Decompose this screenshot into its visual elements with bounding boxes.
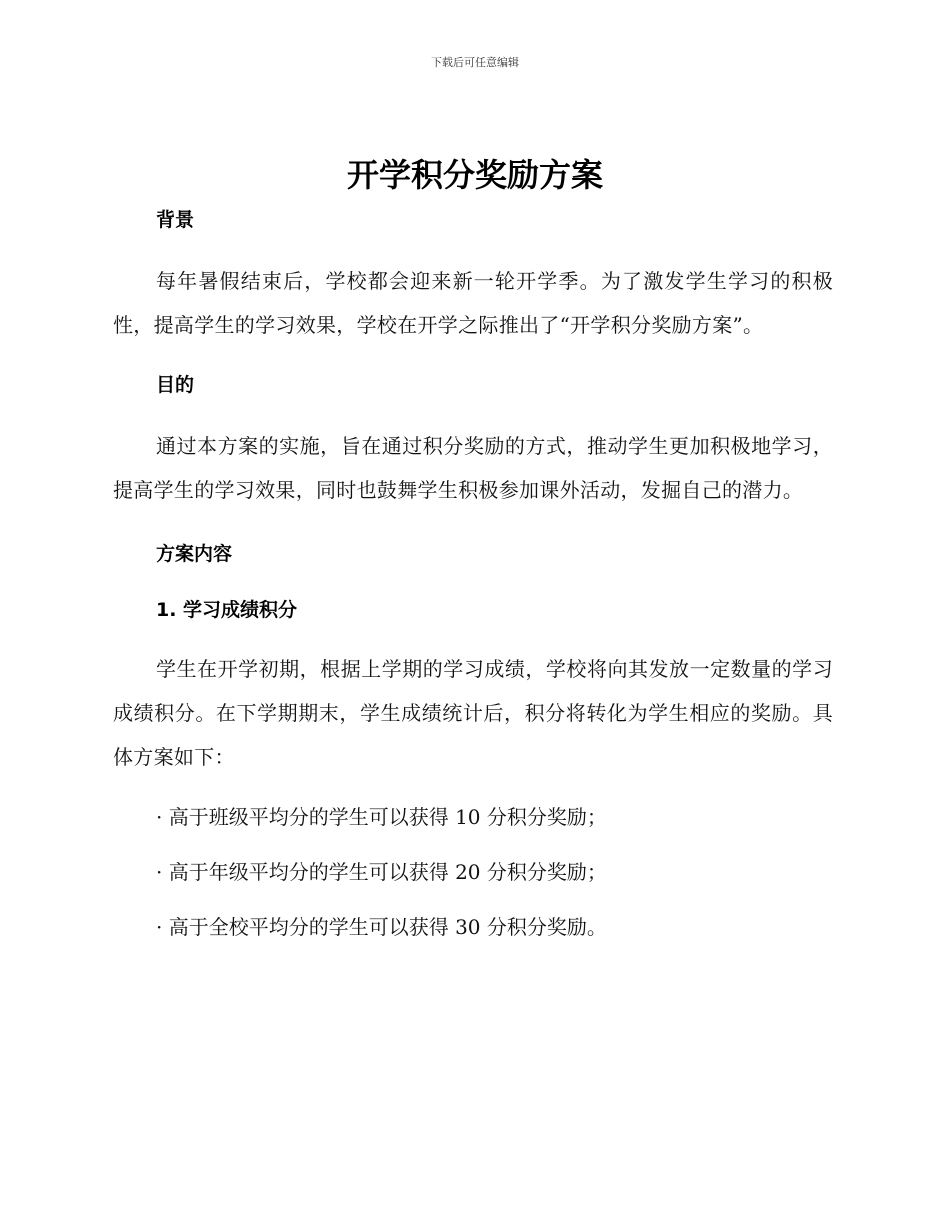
subsection-heading-study-score: 1. 学习成绩积分 [156,599,298,621]
bullet-item: · 高于班级平均分的学生可以获得 10 分积分奖励； [156,805,607,829]
section-paragraph-background: 每年暑假结束后，学校都会迎来新一轮开学季。为了激发学生学习的积极性，提高学生的学习效果，学校在开学之际推出了“开学积分奖励方案”。 [113,269,833,337]
subsection-paragraph-study-score: 学生在开学初期，根据上学期的学习成绩，学校将向其发放一定数量的学习成绩积分。在下学期期末，学生成绩统计后，积分将转化为学生相应的奖励。具体方案如下： [113,657,833,769]
document-title: 开学积分奖励方案 [346,156,603,194]
bullet-item: · 高于全校平均分的学生可以获得 30 分积分奖励。 [156,915,607,939]
page-header-note: 下载后可任意编辑 [431,56,519,69]
section-heading-plan: 方案内容 [156,543,233,565]
document-body [113,205,833,942]
bullet-item: · 高于年级平均分的学生可以获得 20 分积分奖励； [156,860,607,884]
section-heading-background: 背景 [156,209,195,231]
section-paragraph-goal: 通过本方案的实施，旨在通过积分奖励的方式，推动学生更加积极地学习，提高学生的学习效果，同时也鼓舞学生积极参加课外活动，发掘自己的潜力。 [113,434,833,502]
section-heading-goal: 目的 [156,374,195,396]
